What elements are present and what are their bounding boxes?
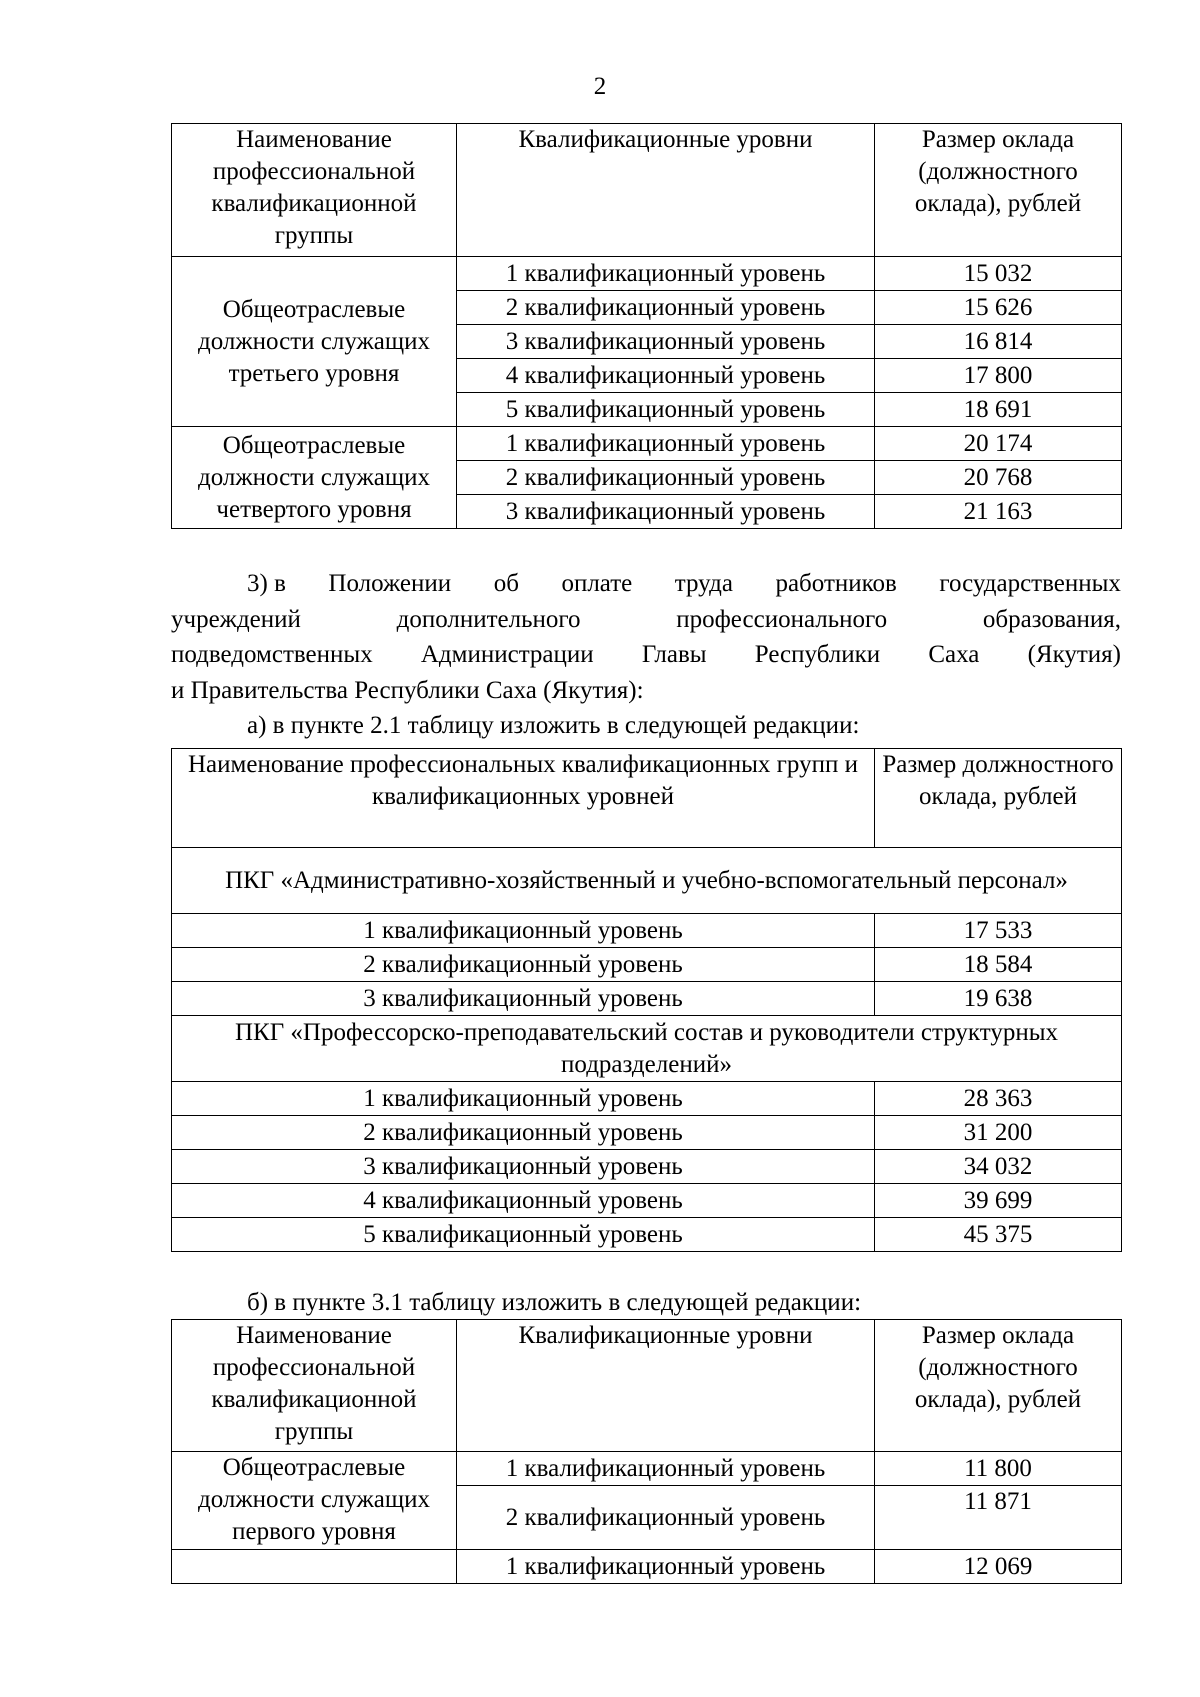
group-name-cell — [172, 1550, 457, 1584]
header-levels: Квалификационные уровни — [457, 1320, 875, 1452]
paragraph-3 — [171, 566, 1121, 744]
level-cell: 2 квалификационный уровень — [457, 291, 875, 325]
table-row — [172, 914, 1122, 948]
level-cell: 3 квалификационный уровень — [457, 495, 875, 529]
salary-cell: 28 363 — [875, 1082, 1122, 1116]
group-title: ПКГ «Административно-хозяйственный и учебно-вспомогательный персонал» — [172, 848, 1122, 914]
paragraph-line: 3) в Положении об оплате труда работников государственных — [247, 570, 1121, 597]
level-cell: 2 квалификационный уровень — [172, 1116, 875, 1150]
salary-cell: 20 768 — [875, 461, 1122, 495]
salary-cell: 17 800 — [875, 359, 1122, 393]
salary-cell: 15 626 — [875, 291, 1122, 325]
salary-table-2 — [171, 748, 1122, 1252]
level-cell: 3 квалификационный уровень — [457, 325, 875, 359]
level-cell: 4 квалификационный уровень — [457, 359, 875, 393]
level-cell: 3 квалификационный уровень — [172, 982, 875, 1016]
salary-cell: 17 533 — [875, 914, 1122, 948]
level-cell: 1 квалификационный уровень — [457, 257, 875, 291]
paragraph-line: учреждений дополнительного профессионального образования, — [171, 605, 1121, 633]
table-header-row — [172, 1320, 1122, 1452]
level-cell: 1 квалификационный уровень — [172, 914, 875, 948]
salary-cell: 18 584 — [875, 948, 1122, 982]
table-header-row — [172, 749, 1122, 848]
salary-table-1 — [171, 123, 1122, 529]
salary-cell: 19 638 — [875, 982, 1122, 1016]
table-row — [172, 257, 1122, 291]
level-cell: 2 квалификационный уровень — [172, 948, 875, 982]
table-header-row — [172, 124, 1122, 257]
level-cell: 4 квалификационный уровень — [172, 1184, 875, 1218]
header-group-name: Наименование профессиональной квалификационной группы — [172, 1320, 457, 1452]
group-title: ПКГ «Профессорско-преподавательский состав и руководители структурных подразделений» — [172, 1016, 1122, 1082]
level-cell: 1 квалификационный уровень — [172, 1082, 875, 1116]
page-number: 2 — [593, 73, 607, 100]
level-cell: 3 квалификационный уровень — [172, 1150, 875, 1184]
salary-cell: 15 032 — [875, 257, 1122, 291]
subparagraph-a: а) в пункте 2.1 таблицу изложить в следующей редакции: — [247, 712, 860, 739]
header-salary: Размер оклада (должностного оклада), рублей — [875, 1320, 1122, 1452]
salary-cell: 18 691 — [875, 393, 1122, 427]
header-salary: Размер оклада (должностного оклада), рублей — [875, 124, 1122, 257]
level-cell: 1 квалификационный уровень — [457, 1452, 875, 1486]
group-title-row — [172, 848, 1122, 914]
group-name-cell: Общеотраслевые должности служащих четвертого уровня — [172, 427, 457, 529]
table-row — [172, 982, 1122, 1016]
table-row — [172, 948, 1122, 982]
salary-cell: 20 174 — [875, 427, 1122, 461]
level-cell: 1 квалификационный уровень — [457, 427, 875, 461]
level-cell: 2 квалификационный уровень — [457, 461, 875, 495]
subparagraph-b: б) в пункте 3.1 таблицу изложить в следующей редакции: — [247, 1289, 862, 1316]
salary-cell: 11 800 — [875, 1452, 1122, 1486]
table-row — [172, 1150, 1122, 1184]
salary-cell: 16 814 — [875, 325, 1122, 359]
header-group-name: Наименование профессиональных квалификационных групп и квалификационных уровней — [172, 749, 875, 848]
table-row — [172, 1452, 1122, 1486]
salary-cell: 34 032 — [875, 1150, 1122, 1184]
level-cell: 5 квалификационный уровень — [172, 1218, 875, 1252]
paragraph-line: подведомственных Администрации Главы Республики Саха (Якутия) — [171, 641, 1121, 668]
group-title-row — [172, 1016, 1122, 1082]
header-salary: Размер должностного оклада, рублей — [875, 749, 1122, 848]
group-name-cell: Общеотраслевые должности служащих первого уровня — [172, 1452, 457, 1550]
header-levels: Квалификационные уровни — [457, 124, 875, 257]
table-row — [172, 1116, 1122, 1150]
salary-cell: 31 200 — [875, 1116, 1122, 1150]
salary-table-3 — [171, 1319, 1122, 1584]
table-row — [172, 1550, 1122, 1584]
salary-cell: 45 375 — [875, 1218, 1122, 1252]
group-name-cell: Общеотраслевые должности служащих третьего уровня — [172, 257, 457, 427]
level-cell: 2 квалификационный уровень — [457, 1486, 875, 1550]
header-group-name: Наименование профессиональной квалификационной группы — [172, 124, 457, 257]
table-row — [172, 1218, 1122, 1252]
level-cell: 1 квалификационный уровень — [457, 1550, 875, 1584]
table-row — [172, 1184, 1122, 1218]
salary-cell: 21 163 — [875, 495, 1122, 529]
table-row — [172, 427, 1122, 461]
table-row — [172, 1082, 1122, 1116]
salary-cell: 39 699 — [875, 1184, 1122, 1218]
paragraph-line: и Правительства Республики Саха (Якутия): — [171, 676, 644, 704]
salary-cell: 12 069 — [875, 1550, 1122, 1584]
level-cell: 5 квалификационный уровень — [457, 393, 875, 427]
salary-cell: 11 871 — [875, 1486, 1122, 1550]
